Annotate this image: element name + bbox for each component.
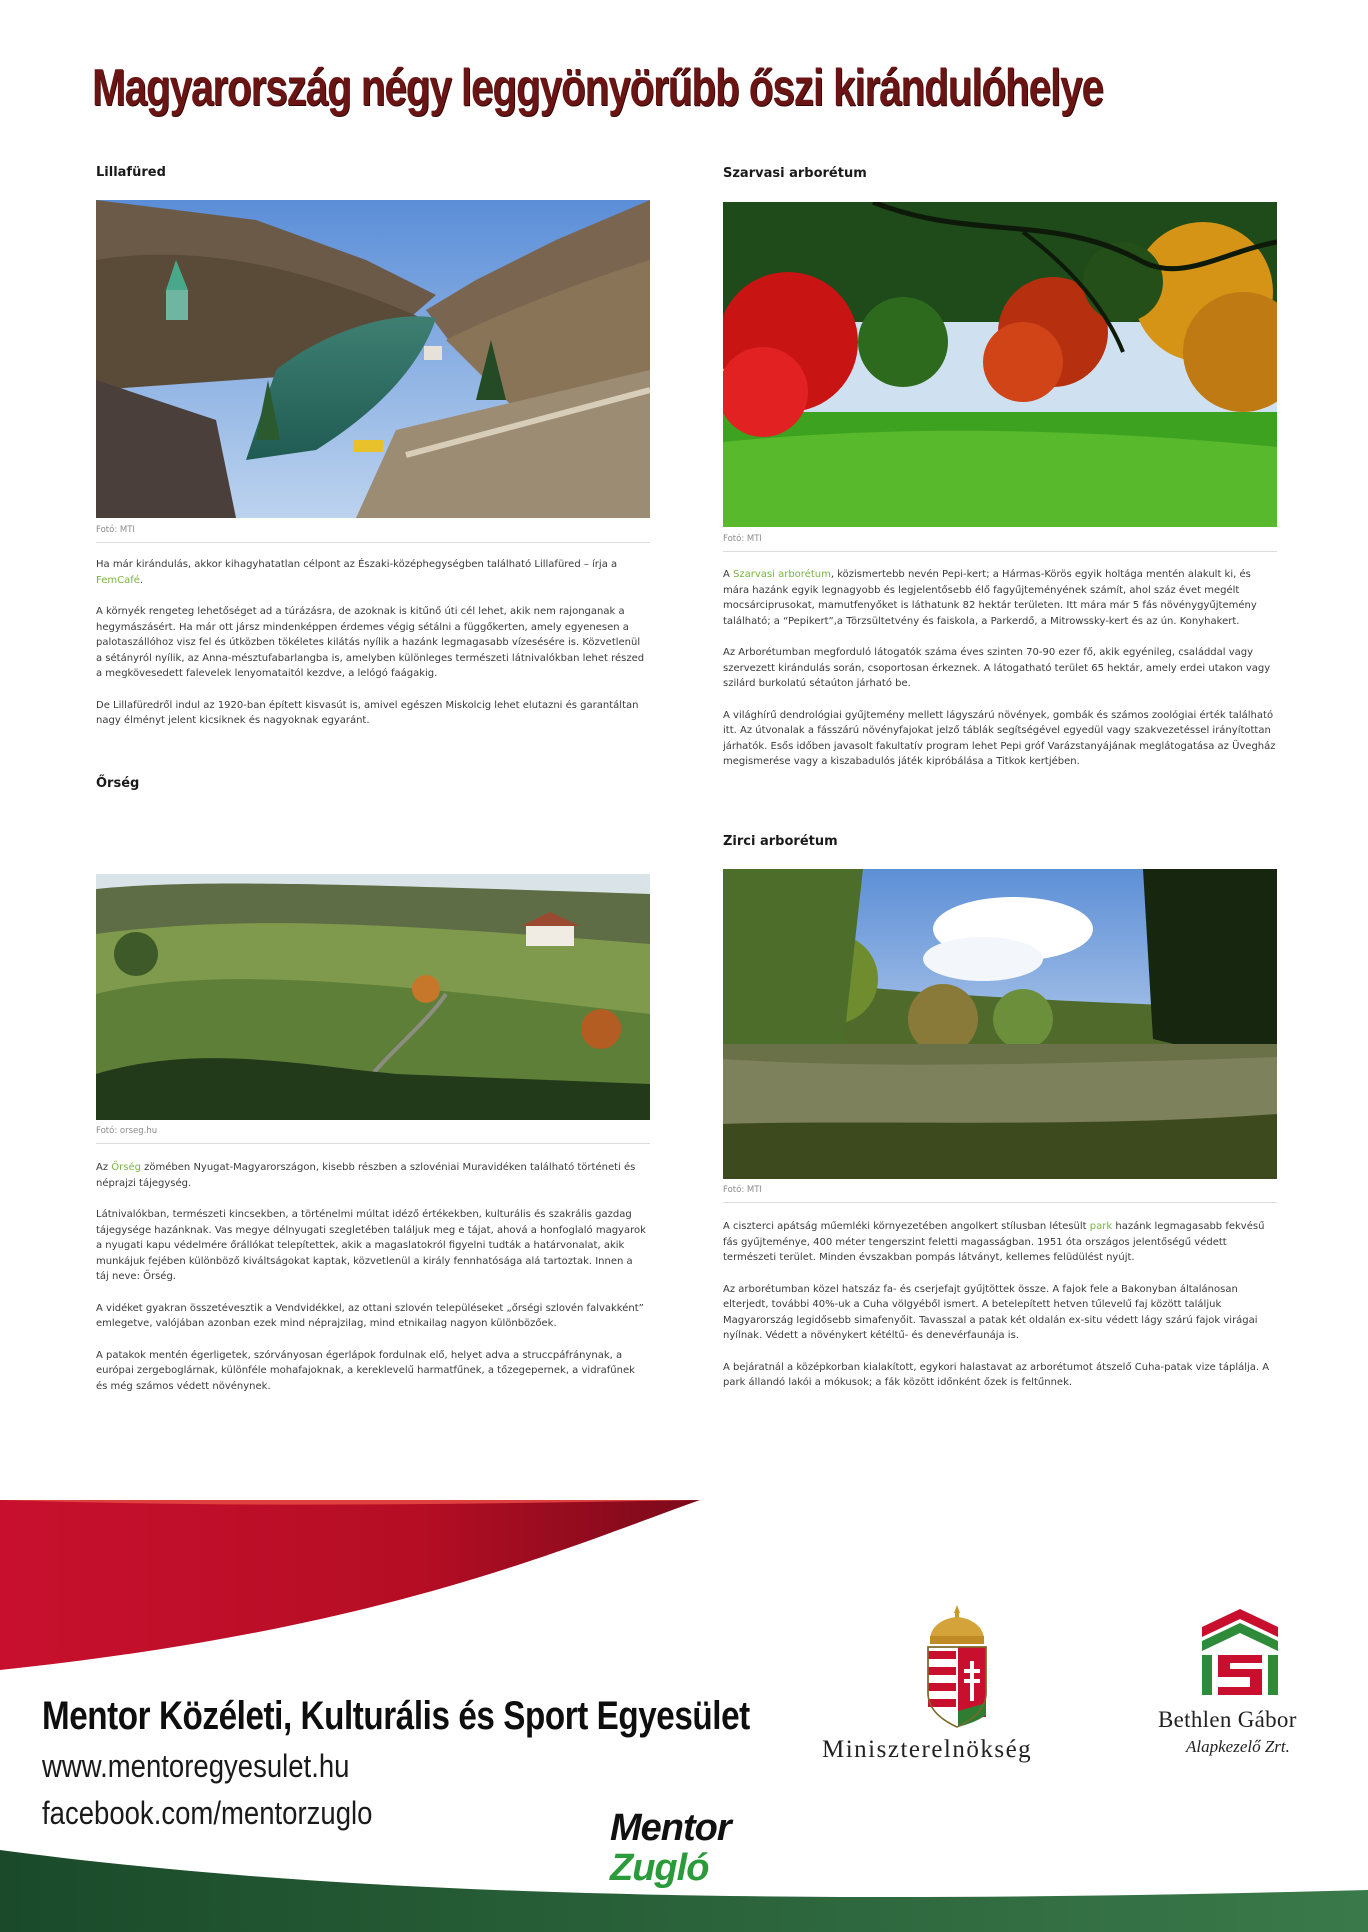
zirc-photo — [723, 869, 1277, 1179]
orseg-paragraph: A vidéket gyakran összetévesztik a Vendvidékkel, az ottani szlovén településeket „őrségi szlovén falvakként” emlegetve, valójában azonban ezek mind néprajzilag, mind etnikailag nagyon különbözőek. — [96, 1302, 644, 1329]
szarvas-paragraph: A Szarvasi arborétum, közismertebb nevén Pepi-kert; a Hármas-Körös egyik holtága mentén alakult ki, és mára hazánk egyik legnagyobb és legjelentősebb élő fagyűjteményének számít, ahol száz évet megélt mocsárciprusokat, mamutfenyőket is láthatunk 82 hektár területen. Itt mára már 5 fás növénygyűjtemény található; a “Pepikert”,a Törzsültetvény és faiskola, a Parkerdő, a Mitrowssky-kert és az ún. Konyhakert. — [723, 569, 1257, 627]
zirc-paragraph: A ciszterci apátság műemléki környezetében angolkert stílusban létesült park hazánk legmagasabb fekvésű fás gyűjteménye, 400 méter tengerszint feletti magasságban. 1951 óta országos jelentőségű védett természeti terület. Minden évszakban pompás látványt, kellemes felüdülést nyújt. — [723, 1221, 1265, 1263]
mentor-logo-line1: Mentor — [610, 1807, 731, 1849]
facebook-link[interactable]: facebook.com/mentorzuglo — [42, 1795, 373, 1831]
orseg-photo — [96, 874, 650, 1120]
zirc-park-link[interactable]: park — [1089, 1221, 1113, 1232]
lillafured-paragraph: De Lillafüredről indul az 1920-ban épített kisvasút is, amivel egészen Miskolcig lehet elutazni és garantáltan nagy élményt jelent kicsiknek és nagyoknak egyaránt. — [96, 699, 639, 726]
bethlen-subtitle: Alapkezelő Zrt. — [1186, 1737, 1290, 1756]
website-link[interactable]: www.mentoregyesulet.hu — [42, 1748, 350, 1784]
szarvas-caption: Fotó: MTI — [723, 534, 1277, 552]
bethlen-gabor-logo-icon — [1198, 1605, 1282, 1701]
section-title-szarvas: Szarvasi arborétum — [723, 166, 867, 181]
lillafured-photo — [96, 200, 650, 518]
zirc-caption: Fotó: MTI — [723, 1185, 1277, 1203]
szarvas-link[interactable]: Szarvasi arborétum — [733, 569, 831, 580]
szarvas-paragraph: Az Arborétumban megforduló látogatók száma éves szinten 70-90 ezer fő, akik egyénileg, családdal vagy szervezett kirándulás során, csoportosan érkeznek. A látogatható terület 65 hektár, amely erdei utakon vagy szilárd burkolatú sétaúton járható be. — [723, 647, 1271, 689]
orseg-text — [96, 1160, 646, 1410]
lillafured-paragraph: Ha már kirándulás, akkor kihagyhatatlan célpont az Északi-középhegységben található Lillafüred – írja a FemCafé. — [96, 559, 618, 586]
orseg-caption: Fotó: orseg.hu — [96, 1126, 650, 1144]
szarvas-paragraph: A világhírű dendrológiai gyűjtemény mellett lágyszárú növények, gombák és számos zoológiai érték található itt. Az útvonalak a fásszárú növényfajokat jelző táblák segítségével egyedül vagy szakvezetéssel irányítottan járhatók. Esős időben javasolt fakultatív program lehet Pepi gróf Varázstanyájának meglátogatása az Üvegház megismerése vagy a kiszabadulós játék kipróbálása a Titkok kertjében. — [723, 709, 1276, 767]
zirc-text — [723, 1219, 1279, 1407]
section-title-orseg: Őrség — [96, 776, 140, 791]
section-title-lillafured: Lillafüred — [96, 165, 166, 180]
femcafe-link[interactable]: FemCafé — [96, 574, 140, 586]
orseg-paragraph: Látnivalókban, természeti kincsekben, a történelmi múltat idéző értékekben, kulturális és szakrális gazdag tájegysége hazánknak. Vas megye délnyugati szegletében találjuk meg e tájat, ahová a honfoglaló magyarok a nyugati kapu védelmére őrállókat telepítettek, akik a magaslatokról figyelni tudták a határvonalat, akik munkájuk fejében különböző kiváltságokat kaptak, közvetlenül a király fennhatósága alá tartoztak. Innen a táj neve: Őrség. — [96, 1209, 646, 1282]
szarvas-photo — [723, 202, 1277, 527]
orseg-link[interactable]: Őrség — [111, 1162, 141, 1173]
orseg-paragraph: Az Őrség zömében Nyugat-Magyarországon, kisebb részben a szlovéniai Muravidéken található történeti és néprajzi tájegység. — [96, 1162, 636, 1189]
ministry-label: Miniszterelnökség — [822, 1736, 1033, 1763]
zirc-paragraph: A bejáratnál a középkorban kialakított, egykori halastavat az arborétumot átszelő Cuha-patak vize táplálja. A park állandó lakói a mókusok; a fák között időnként őzek is feltűnnek. — [723, 1361, 1270, 1388]
coat-of-arms-icon — [922, 1603, 992, 1729]
lillafured-caption: Fotó: MTI — [96, 525, 650, 543]
orseg-paragraph: A patakok mentén égerligetek, szórványosan égerlápok fordulnak elő, helyet adva a struccpáfránynak, a európai zergeboglárnak, különféle mohafajoknak, a kereklevelű harmatfűnek, a tőzegepernek, a vidrafűnek és még számos védett növénynek. — [96, 1349, 635, 1392]
section-title-zirc: Zirci arborétum — [723, 834, 838, 849]
page-title: Magyarország négy leggyönyörűbb őszi kirándulóhelye — [92, 59, 1103, 117]
mentor-logo-line2: Zugló — [610, 1847, 709, 1889]
org-name: Mentor Közéleti, Kulturális és Sport Egyesület — [42, 1694, 750, 1738]
lillafured-text — [96, 557, 646, 745]
zirc-paragraph: Az arborétumban közel hatszáz fa- és cserjefajt gyűjtöttek össze. A fajok fele a Bakonyban általánosan elterjedt, további 40%-uk a Cuha völgyéből ismert. A betelepített hetven tűlevelű faj között találjuk Magyarország legidősebb simafenyőit. Tavasszal a patak két oldalán ex-situ védett lágy szárú fajok virágai nyílnak. Védett a növénykert kétéltű- és denevérfaunája is. — [723, 1283, 1258, 1341]
lillafured-paragraph: A környék rengeteg lehetőséget ad a túrázásra, de azoknak is kitűnő úti cél lehet, akik nem rajonganak a hegymászásért. Ha már ott jársz mindenképpen érdemes végig sétálni a függőkerten, amely egyenesen a palotaszállóhoz visz fel és útközben tökéletes kilátás nyílik a hazánk legmagasabb vízesésére is. Közvetlenül a sétányról nyílik, az Anna-mésztufabarlangba is, amelyben különleges természeti látnivalókban lehet részed a megkövesedett falevelek lenyomataitól kezdve, a lelógó faágakig. — [96, 606, 645, 679]
szarvas-text — [723, 567, 1279, 786]
mentor-zuglo-logo — [610, 1808, 731, 1888]
bethlen-name: Bethlen Gábor — [1158, 1707, 1297, 1732]
